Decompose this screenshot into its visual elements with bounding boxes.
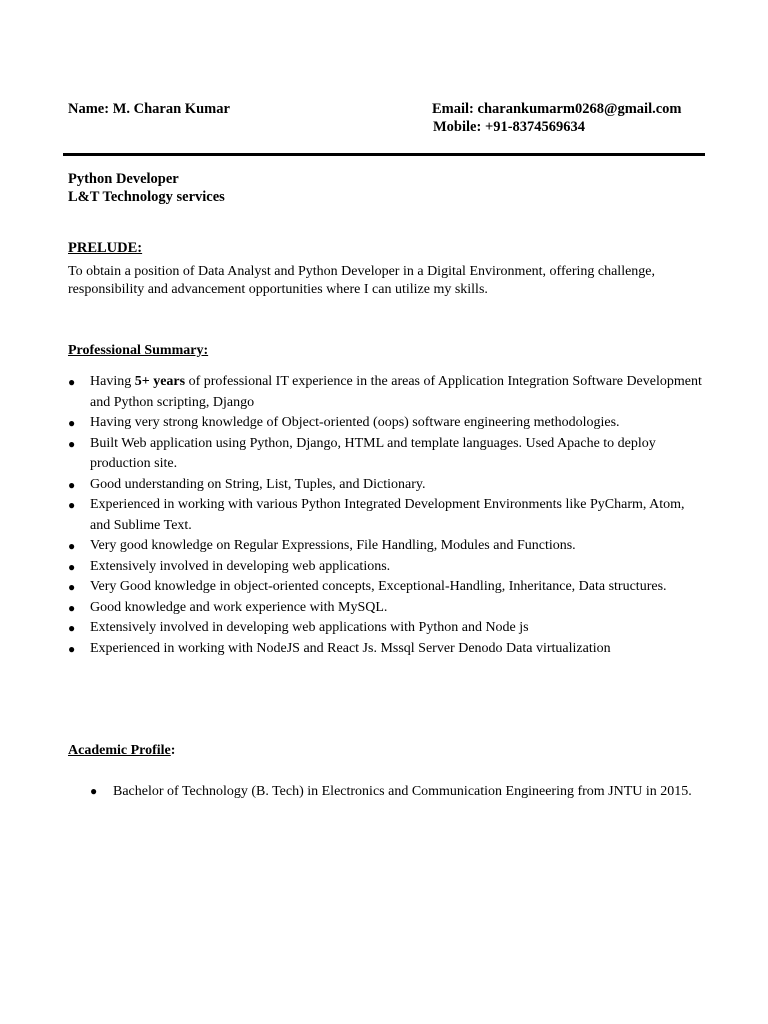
academic-profile-heading (68, 742, 175, 760)
summary-text: Experienced in working with various Python Integrated Development Environments like PyCharm, Atom, and Sublime Text. (90, 497, 685, 533)
list-item (90, 781, 700, 802)
summary-text: of professional IT experience in the areas of Application Integration Software Development and Python scripting, Django (90, 374, 702, 410)
list-item (68, 639, 708, 660)
list-item (68, 372, 708, 413)
bullet-icon: ● (68, 375, 76, 389)
list-item (68, 618, 708, 639)
summary-highlight: 5+ years (134, 374, 186, 389)
list-item (68, 434, 708, 475)
list-item (68, 577, 708, 598)
list-item (68, 495, 708, 536)
academic-profile-title: Academic Profile (68, 743, 171, 758)
summary-text: Having (90, 374, 135, 389)
prelude-text: To obtain a position of Data Analyst and Python Developer in a Digital Environment, offering challenge, responsibility and advancement opportunities where I can utilize my skills. (68, 264, 656, 297)
bullet-icon: ● (68, 539, 76, 553)
summary-text: Very good knowledge on Regular Expressions, File Handling, Modules and Functions. (90, 538, 576, 553)
bullet-icon: ● (68, 580, 76, 594)
candidate-mobile: Mobile: +91-8374569634 (433, 119, 586, 135)
summary-text: Very Good knowledge in object-oriented concepts, Exceptional-Handling, Inheritance, Data structures. (90, 579, 667, 594)
academic-profile-list (90, 781, 700, 802)
professional-summary-list (68, 372, 708, 659)
list-item (68, 413, 708, 434)
bullet-icon: ● (68, 559, 76, 574)
list-item (68, 598, 708, 619)
bullet-icon: ● (90, 784, 98, 798)
bullet-icon: ● (68, 416, 76, 430)
list-item (68, 475, 708, 496)
academic-profile-colon: : (170, 743, 176, 758)
bullet-icon: ● (68, 436, 76, 451)
academic-text: Bachelor of Technology (B. Tech) in Electronics and Communication Engineering from JNTU in 2015. (113, 784, 692, 799)
summary-text: Experienced in working with NodeJS and React Js. Mssql Server Denodo Data virtualization (90, 640, 611, 656)
bullet-icon: ● (68, 498, 76, 512)
bullet-icon: ● (68, 477, 76, 492)
list-item (68, 536, 708, 557)
summary-text: Extensively involved in developing web applications with Python and Node js (90, 620, 529, 635)
summary-text: Extensively involved in developing web applications. (90, 558, 391, 574)
candidate-name: Name: M. Charan Kumar (68, 101, 230, 117)
summary-text: Built Web application using Python, Django, HTML and template languages. Used Apache to deploy production site. (90, 435, 656, 471)
job-title: Python Developer (68, 171, 179, 187)
professional-summary-heading: Professional Summary: (68, 343, 209, 358)
summary-text: Good understanding on String, List, Tuples, and Dictionary. (90, 476, 426, 492)
summary-text: Having very strong knowledge of Object-oriented (oops) software engineering methodologies. (90, 415, 620, 430)
bullet-icon: ● (68, 621, 76, 635)
candidate-email: Email: charankumarm0268@gmail.com (432, 101, 682, 117)
bullet-icon: ● (68, 600, 76, 615)
summary-text: Good knowledge and work experience with MySQL. (90, 599, 388, 615)
prelude-heading: PRELUDE: (68, 240, 143, 256)
company-name: L&T Technology services (68, 189, 225, 205)
list-item (68, 557, 708, 578)
header-divider (63, 153, 705, 156)
bullet-icon: ● (68, 641, 76, 656)
